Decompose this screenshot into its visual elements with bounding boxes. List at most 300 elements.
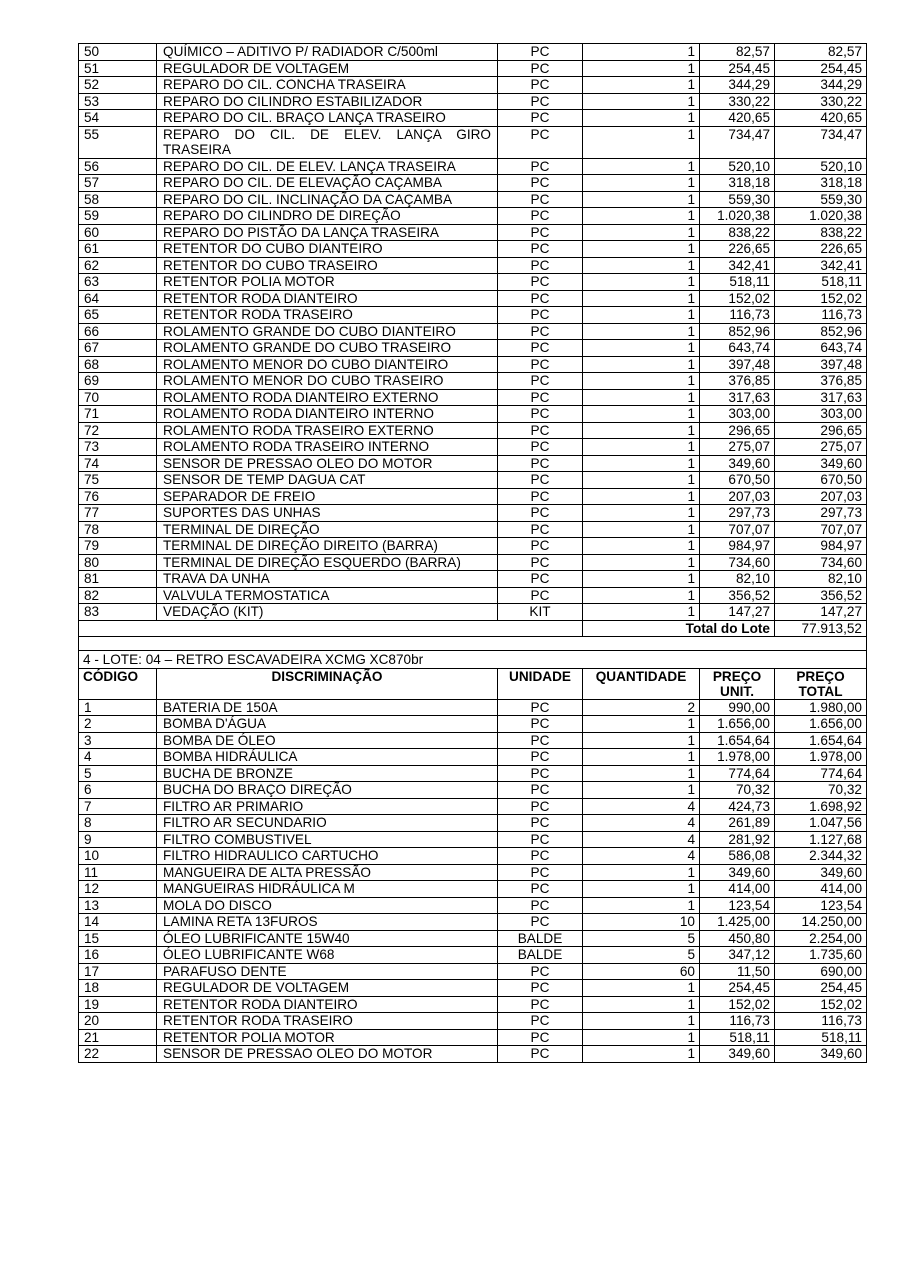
- item-quantity: 1: [583, 307, 700, 324]
- item-quantity: 4: [583, 848, 700, 865]
- item-description: BUCHA DE BRONZE: [157, 765, 498, 782]
- table-row: [79, 1046, 867, 1063]
- table-row: [79, 373, 867, 390]
- item-code: 63: [79, 274, 157, 291]
- item-total-price: 303,00: [775, 406, 867, 423]
- item-code: 74: [79, 455, 157, 472]
- item-code: 11: [79, 864, 157, 881]
- item-total-price: 670,50: [775, 472, 867, 489]
- item-quantity: 4: [583, 831, 700, 848]
- item-unit: PC: [498, 126, 583, 158]
- item-quantity: 1: [583, 274, 700, 291]
- price-sheet: [78, 43, 867, 1063]
- item-unit-price: 414,00: [700, 881, 775, 898]
- item-total-price: 984,97: [775, 538, 867, 555]
- item-quantity: 1: [583, 1029, 700, 1046]
- item-unit: PC: [498, 897, 583, 914]
- item-code: 10: [79, 848, 157, 865]
- item-code: 56: [79, 158, 157, 175]
- item-total-price: 14.250,00: [775, 914, 867, 931]
- item-quantity: 4: [583, 815, 700, 832]
- item-total-price: 70,32: [775, 782, 867, 799]
- item-description: REPARO DO PISTÃO DA LANÇA TRASEIRA: [157, 224, 498, 241]
- item-unit-price: 520,10: [700, 158, 775, 175]
- item-total-price: 2.254,00: [775, 930, 867, 947]
- item-unit: PC: [498, 881, 583, 898]
- item-unit-price: 1.425,00: [700, 914, 775, 931]
- item-unit: PC: [498, 587, 583, 604]
- table-row: [79, 996, 867, 1013]
- item-unit: PC: [498, 110, 583, 127]
- item-quantity: 1: [583, 505, 700, 522]
- item-code: 4: [79, 749, 157, 766]
- item-total-price: 1.020,38: [775, 208, 867, 225]
- item-quantity: 4: [583, 798, 700, 815]
- item-code: 19: [79, 996, 157, 1013]
- header-total: PREÇO TOTAL: [775, 668, 867, 699]
- item-quantity: 1: [583, 340, 700, 357]
- item-description: BOMBA DE ÓLEO: [157, 732, 498, 749]
- table-row: [79, 897, 867, 914]
- item-unit-price: 424,73: [700, 798, 775, 815]
- item-total-price: 275,07: [775, 439, 867, 456]
- item-description: ROLAMENTO RODA DIANTEIRO EXTERNO: [157, 389, 498, 406]
- item-code: 52: [79, 77, 157, 94]
- item-code: 59: [79, 208, 157, 225]
- item-description: RETENTOR DO CUBO DIANTEIRO: [157, 241, 498, 258]
- item-total-price: 420,65: [775, 110, 867, 127]
- item-code: 66: [79, 323, 157, 340]
- item-total-price: 1.698,92: [775, 798, 867, 815]
- item-total-price: 520,10: [775, 158, 867, 175]
- item-total-price: 690,00: [775, 963, 867, 980]
- item-description: REPARO DO CIL. DE ELEVAÇÃO CAÇAMBA: [157, 175, 498, 192]
- item-unit: PC: [498, 815, 583, 832]
- item-quantity: 5: [583, 947, 700, 964]
- item-unit-price: 11,50: [700, 963, 775, 980]
- item-total-price: 147,27: [775, 604, 867, 621]
- total-label: Total do Lote: [583, 620, 775, 637]
- item-unit-price: 643,74: [700, 340, 775, 357]
- item-description: RETENTOR RODA TRASEIRO: [157, 307, 498, 324]
- table-row: [79, 224, 867, 241]
- item-quantity: 1: [583, 44, 700, 61]
- item-unit: PC: [498, 44, 583, 61]
- item-total-price: 1.047,56: [775, 815, 867, 832]
- item-description: RETENTOR RODA DIANTEIRO: [157, 996, 498, 1013]
- item-unit: PC: [498, 191, 583, 208]
- item-total-price: 734,47: [775, 126, 867, 158]
- item-code: 81: [79, 571, 157, 588]
- item-unit: PC: [498, 241, 583, 258]
- item-unit-price: 420,65: [700, 110, 775, 127]
- item-unit: PC: [498, 77, 583, 94]
- item-unit: PC: [498, 848, 583, 865]
- item-unit-price: 984,97: [700, 538, 775, 555]
- item-unit: PC: [498, 765, 583, 782]
- item-unit-price: 152,02: [700, 996, 775, 1013]
- item-unit: PC: [498, 93, 583, 110]
- item-description: ÓLEO LUBRIFICANTE 15W40: [157, 930, 498, 947]
- table-row: [79, 439, 867, 456]
- table-row: [79, 716, 867, 733]
- total-spacer: [79, 620, 583, 637]
- item-code: 76: [79, 488, 157, 505]
- item-code: 17: [79, 963, 157, 980]
- item-total-price: 226,65: [775, 241, 867, 258]
- item-total-price: 1.127,68: [775, 831, 867, 848]
- item-description: REPARO DO CILINDRO ESTABILIZADOR: [157, 93, 498, 110]
- item-code: 54: [79, 110, 157, 127]
- item-code: 80: [79, 554, 157, 571]
- item-total-price: 518,11: [775, 1029, 867, 1046]
- item-code: 6: [79, 782, 157, 799]
- item-quantity: 5: [583, 930, 700, 947]
- table-row: [79, 538, 867, 555]
- item-quantity: 1: [583, 126, 700, 158]
- item-total-price: 116,73: [775, 1013, 867, 1030]
- item-total-price: 1.978,00: [775, 749, 867, 766]
- item-quantity: 1: [583, 191, 700, 208]
- item-description: MANGUEIRA DE ALTA PRESSÃO: [157, 864, 498, 881]
- table-row: [79, 60, 867, 77]
- item-total-price: 397,48: [775, 356, 867, 373]
- item-total-price: 1.980,00: [775, 699, 867, 716]
- table-row: [79, 93, 867, 110]
- item-unit: PC: [498, 798, 583, 815]
- item-quantity: 1: [583, 422, 700, 439]
- item-total-price: 518,11: [775, 274, 867, 291]
- item-quantity: 1: [583, 323, 700, 340]
- item-quantity: 1: [583, 208, 700, 225]
- item-description: MANGUEIRAS HIDRÁULICA M: [157, 881, 498, 898]
- item-unit: PC: [498, 980, 583, 997]
- item-description: SENSOR DE TEMP DAGUA CAT: [157, 472, 498, 489]
- table-row: [79, 1013, 867, 1030]
- item-total-price: 297,73: [775, 505, 867, 522]
- table-row: [79, 340, 867, 357]
- item-total-price: 317,63: [775, 389, 867, 406]
- item-quantity: 1: [583, 60, 700, 77]
- item-total-price: 356,52: [775, 587, 867, 604]
- table-row: [79, 881, 867, 898]
- item-total-price: 344,29: [775, 77, 867, 94]
- item-unit-price: 1.978,00: [700, 749, 775, 766]
- item-description: VEDAÇÃO (KIT): [157, 604, 498, 621]
- table-row: [79, 571, 867, 588]
- table-row: [79, 406, 867, 423]
- item-unit: PC: [498, 782, 583, 799]
- item-code: 51: [79, 60, 157, 77]
- item-unit-price: 254,45: [700, 980, 775, 997]
- item-description: BOMBA D'ÁGUA: [157, 716, 498, 733]
- lote-4-rows: [79, 699, 867, 1062]
- item-quantity: 1: [583, 980, 700, 997]
- item-unit: PC: [498, 963, 583, 980]
- item-quantity: 1: [583, 488, 700, 505]
- item-code: 73: [79, 439, 157, 456]
- item-unit-price: 376,85: [700, 373, 775, 390]
- item-unit-price: 281,92: [700, 831, 775, 848]
- table-row: [79, 587, 867, 604]
- table-row: [79, 77, 867, 94]
- item-quantity: 1: [583, 241, 700, 258]
- item-quantity: 1: [583, 571, 700, 588]
- item-total-price: 318,18: [775, 175, 867, 192]
- item-description: REPARO DO CIL. CONCHA TRASEIRA: [157, 77, 498, 94]
- item-unit: PC: [498, 323, 583, 340]
- item-quantity: 1: [583, 389, 700, 406]
- item-description: RETENTOR DO CUBO TRASEIRO: [157, 257, 498, 274]
- item-unit-price: 734,60: [700, 554, 775, 571]
- item-unit: PC: [498, 996, 583, 1013]
- item-code: 67: [79, 340, 157, 357]
- item-unit-price: 297,73: [700, 505, 775, 522]
- item-unit: PC: [498, 1046, 583, 1063]
- item-quantity: 1: [583, 716, 700, 733]
- item-code: 65: [79, 307, 157, 324]
- item-quantity: 1: [583, 749, 700, 766]
- item-description: ROLAMENTO RODA TRASEIRO EXTERNO: [157, 422, 498, 439]
- item-quantity: 10: [583, 914, 700, 931]
- item-quantity: 1: [583, 732, 700, 749]
- item-code: 2: [79, 716, 157, 733]
- item-quantity: 1: [583, 373, 700, 390]
- item-unit-price: 303,00: [700, 406, 775, 423]
- table-row: [79, 488, 867, 505]
- item-unit: PC: [498, 439, 583, 456]
- item-total-price: 1.656,00: [775, 716, 867, 733]
- table-row: [79, 290, 867, 307]
- item-total-price: 734,60: [775, 554, 867, 571]
- header-desc: DISCRIMINAÇÃO: [157, 668, 498, 699]
- item-description: SUPORTES DAS UNHAS: [157, 505, 498, 522]
- table-row: [79, 815, 867, 832]
- table-row: [79, 732, 867, 749]
- lote-title-row: [79, 651, 867, 669]
- item-description: RETENTOR RODA DIANTEIRO: [157, 290, 498, 307]
- item-code: 3: [79, 732, 157, 749]
- item-unit-price: 990,00: [700, 699, 775, 716]
- item-unit-price: 559,30: [700, 191, 775, 208]
- item-quantity: 1: [583, 406, 700, 423]
- item-unit: PC: [498, 356, 583, 373]
- item-description: SENSOR DE PRESSAO OLEO DO MOTOR: [157, 455, 498, 472]
- item-unit: PC: [498, 290, 583, 307]
- item-total-price: 342,41: [775, 257, 867, 274]
- item-description: REPARO DO CIL. DE ELEV. LANÇA GIRO TRASEIRA: [157, 126, 498, 158]
- item-unit: PC: [498, 175, 583, 192]
- blank-cell: [79, 637, 867, 651]
- item-unit: PC: [498, 307, 583, 324]
- item-unit-price: 838,22: [700, 224, 775, 241]
- item-unit: PC: [498, 538, 583, 555]
- item-code: 64: [79, 290, 157, 307]
- item-unit: BALDE: [498, 947, 583, 964]
- item-quantity: 1: [583, 77, 700, 94]
- table-row: [79, 323, 867, 340]
- item-total-price: 349,60: [775, 864, 867, 881]
- item-code: 5: [79, 765, 157, 782]
- header-qty: QUANTIDADE: [583, 668, 700, 699]
- item-code: 70: [79, 389, 157, 406]
- item-total-price: 838,22: [775, 224, 867, 241]
- item-quantity: 1: [583, 455, 700, 472]
- item-total-price: 296,65: [775, 422, 867, 439]
- lote-title: 4 - LOTE: 04 – RETRO ESCAVADEIRA XCMG XC870br: [79, 651, 867, 669]
- item-unit: PC: [498, 373, 583, 390]
- item-description: TRAVA DA UNHA: [157, 571, 498, 588]
- item-unit-price: 349,60: [700, 1046, 775, 1063]
- item-unit-price: 774,64: [700, 765, 775, 782]
- item-code: 78: [79, 521, 157, 538]
- item-unit: PC: [498, 831, 583, 848]
- item-total-price: 1.654,64: [775, 732, 867, 749]
- item-code: 20: [79, 1013, 157, 1030]
- header-row: [79, 668, 867, 699]
- item-code: 60: [79, 224, 157, 241]
- table-row: [79, 455, 867, 472]
- item-unit-price: 342,41: [700, 257, 775, 274]
- item-description: FILTRO AR SECUNDARIO: [157, 815, 498, 832]
- table-row: [79, 765, 867, 782]
- item-unit: PC: [498, 914, 583, 931]
- item-unit-price: 397,48: [700, 356, 775, 373]
- item-unit: PC: [498, 521, 583, 538]
- item-quantity: 1: [583, 175, 700, 192]
- item-quantity: 1: [583, 93, 700, 110]
- item-quantity: 1: [583, 554, 700, 571]
- item-unit-price: 261,89: [700, 815, 775, 832]
- item-description: LAMINA RETA 13FUROS: [157, 914, 498, 931]
- item-code: 22: [79, 1046, 157, 1063]
- table-row: [79, 356, 867, 373]
- item-unit-price: 147,27: [700, 604, 775, 621]
- item-unit: PC: [498, 406, 583, 423]
- item-code: 1: [79, 699, 157, 716]
- item-description: TERMINAL DE DIREÇÃO: [157, 521, 498, 538]
- item-unit-price: 347,12: [700, 947, 775, 964]
- table-row: [79, 307, 867, 324]
- item-quantity: 2: [583, 699, 700, 716]
- item-unit: PC: [498, 505, 583, 522]
- item-code: 69: [79, 373, 157, 390]
- item-unit: PC: [498, 60, 583, 77]
- item-unit-price: 344,29: [700, 77, 775, 94]
- table-row: [79, 175, 867, 192]
- item-description: MOLA DO DISCO: [157, 897, 498, 914]
- item-unit-price: 116,73: [700, 307, 775, 324]
- item-description: SENSOR DE PRESSAO OLEO DO MOTOR: [157, 1046, 498, 1063]
- table-row: [79, 848, 867, 865]
- item-description: RETENTOR POLIA MOTOR: [157, 274, 498, 291]
- table-row: [79, 947, 867, 964]
- item-quantity: 1: [583, 356, 700, 373]
- total-row: [79, 620, 867, 637]
- item-description: REGULADOR DE VOLTAGEM: [157, 60, 498, 77]
- item-quantity: 1: [583, 290, 700, 307]
- item-code: 9: [79, 831, 157, 848]
- item-code: 57: [79, 175, 157, 192]
- item-total-price: 123,54: [775, 897, 867, 914]
- item-unit-price: 450,80: [700, 930, 775, 947]
- item-code: 13: [79, 897, 157, 914]
- table-row: [79, 831, 867, 848]
- item-unit: PC: [498, 554, 583, 571]
- lote-3-total: [79, 620, 867, 699]
- table-row: [79, 782, 867, 799]
- item-description: SEPARADOR DE FREIO: [157, 488, 498, 505]
- blank-row: [79, 637, 867, 651]
- item-code: 53: [79, 93, 157, 110]
- item-unit-price: 1.654,64: [700, 732, 775, 749]
- item-unit-price: 670,50: [700, 472, 775, 489]
- table-row: [79, 274, 867, 291]
- item-description: PARAFUSO DENTE: [157, 963, 498, 980]
- lote-3-rows: [79, 44, 867, 621]
- item-quantity: 1: [583, 881, 700, 898]
- item-quantity: 1: [583, 604, 700, 621]
- item-total-price: 152,02: [775, 290, 867, 307]
- item-code: 72: [79, 422, 157, 439]
- item-unit-price: 207,03: [700, 488, 775, 505]
- item-description: REGULADOR DE VOLTAGEM: [157, 980, 498, 997]
- table-row: [79, 208, 867, 225]
- item-total-price: 152,02: [775, 996, 867, 1013]
- table-row: [79, 44, 867, 61]
- item-unit-price: 82,10: [700, 571, 775, 588]
- item-description: ÓLEO LUBRIFICANTE W68: [157, 947, 498, 964]
- table-row: [79, 930, 867, 947]
- item-description: ROLAMENTO GRANDE DO CUBO DIANTEIRO: [157, 323, 498, 340]
- item-unit: PC: [498, 455, 583, 472]
- item-quantity: 1: [583, 897, 700, 914]
- item-unit: PC: [498, 422, 583, 439]
- item-unit-price: 318,18: [700, 175, 775, 192]
- item-unit: PC: [498, 716, 583, 733]
- item-unit: PC: [498, 224, 583, 241]
- item-description: ROLAMENTO MENOR DO CUBO TRASEIRO: [157, 373, 498, 390]
- item-unit: PC: [498, 274, 583, 291]
- item-total-price: 376,85: [775, 373, 867, 390]
- item-code: 14: [79, 914, 157, 931]
- item-code: 75: [79, 472, 157, 489]
- item-description: ROLAMENTO GRANDE DO CUBO TRASEIRO: [157, 340, 498, 357]
- table-row: [79, 1029, 867, 1046]
- table-row: [79, 126, 867, 158]
- item-unit-price: 1.020,38: [700, 208, 775, 225]
- item-total-price: 774,64: [775, 765, 867, 782]
- item-code: 83: [79, 604, 157, 621]
- item-unit-price: 275,07: [700, 439, 775, 456]
- table-row: [79, 257, 867, 274]
- item-unit: PC: [498, 257, 583, 274]
- item-description: VALVULA TERMOSTATICA: [157, 587, 498, 604]
- item-unit-price: 254,45: [700, 60, 775, 77]
- item-quantity: 1: [583, 587, 700, 604]
- item-quantity: 1: [583, 996, 700, 1013]
- item-code: 18: [79, 980, 157, 997]
- item-unit-price: 707,07: [700, 521, 775, 538]
- item-quantity: 1: [583, 782, 700, 799]
- table-row: [79, 521, 867, 538]
- item-description: FILTRO HIDRAULICO CARTUCHO: [157, 848, 498, 865]
- item-unit: PC: [498, 732, 583, 749]
- item-quantity: 1: [583, 864, 700, 881]
- item-total-price: 707,07: [775, 521, 867, 538]
- item-unit-price: 330,22: [700, 93, 775, 110]
- item-unit: PC: [498, 340, 583, 357]
